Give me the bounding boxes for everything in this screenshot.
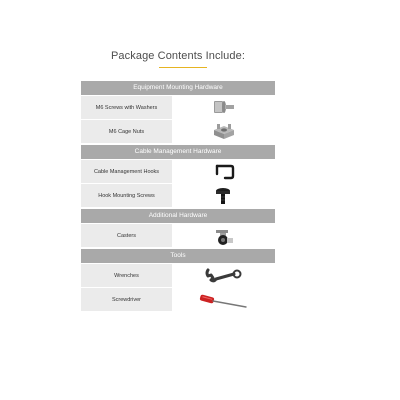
section-header-tools: Tools [81, 249, 275, 263]
item-label: M6 Cage Nuts [81, 120, 172, 143]
black-screw-icon [211, 186, 237, 206]
item-label: Screwdriver [81, 288, 172, 311]
table-row [81, 96, 275, 119]
section-header-additional: Additional Hardware [81, 209, 275, 223]
item-label: M6 Screws with Washers [81, 96, 172, 119]
table-row [81, 288, 275, 311]
section-header-cable: Cable Management Hardware [81, 145, 275, 159]
contents-table [81, 81, 275, 313]
section-header-equipment: Equipment Mounting Hardware [81, 81, 275, 95]
page-title: Package Contents Include: [111, 50, 245, 62]
item-image [172, 96, 275, 119]
cable-hook-icon [211, 162, 237, 182]
caster-icon [211, 226, 237, 246]
item-image [172, 184, 275, 207]
item-image [172, 224, 275, 247]
table-row [81, 160, 275, 183]
title-underline [159, 67, 207, 68]
screw-washer-icon [211, 98, 237, 118]
table-row [81, 184, 275, 207]
cage-nut-icon [211, 122, 237, 142]
item-label: Cable Management Hooks [81, 160, 172, 183]
item-label: Wrenches [81, 264, 172, 287]
screwdriver-icon [198, 290, 250, 310]
item-image [172, 264, 275, 287]
table-row [81, 224, 275, 247]
item-image [172, 288, 275, 311]
item-label: Casters [81, 224, 172, 247]
wrench-icon [204, 266, 244, 286]
item-image [172, 120, 275, 143]
item-image [172, 160, 275, 183]
table-row [81, 120, 275, 143]
item-label: Hook Mounting Screws [81, 184, 172, 207]
table-row [81, 264, 275, 287]
